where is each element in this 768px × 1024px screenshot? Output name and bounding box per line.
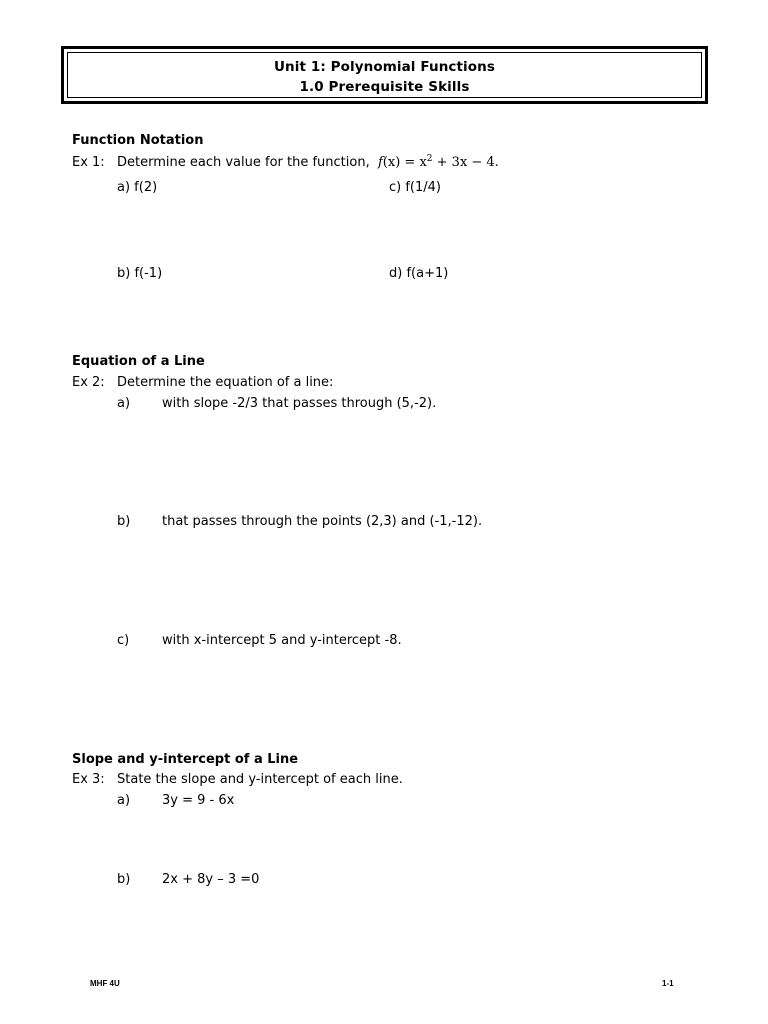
ex2-a-label: a): [117, 396, 131, 411]
heading-equation-of-line: Equation of a Line: [72, 354, 205, 369]
heading-slope-intercept: Slope and y-intercept of a Line: [72, 752, 299, 767]
ex3-text: State the slope and y-intercept of each line.: [117, 772, 403, 787]
ex1-part-c: c) f(1/4): [389, 180, 441, 195]
title-box: [61, 46, 708, 104]
ex2-text: Determine the equation of a line:: [117, 375, 334, 390]
ex1-part-d: d) f(a+1): [389, 266, 449, 281]
heading-function-notation: Function Notation: [72, 133, 204, 148]
ex2-c-label: c): [117, 633, 130, 648]
title-box-inner: [67, 52, 702, 98]
ex1-instruction: Determine each value for the function,: [117, 155, 370, 170]
ex3-a-label: a): [117, 793, 131, 808]
ex1-part-b: b) f(-1): [117, 266, 163, 281]
ex1-formula: $f(x) = x^2 + 3x - 4$: [377, 154, 495, 170]
ex1-label: Ex 1:: [72, 155, 105, 170]
ex1-text: Determine each value for the function, $f(x) = x^2 + 3x - 4$.: [117, 154, 499, 170]
footer-page-number: 1-1: [662, 979, 674, 988]
ex2-label: Ex 2:: [72, 375, 105, 390]
ex3-a-text: 3y = 9 - 6x: [162, 793, 235, 808]
footer-course: MHF 4U: [90, 979, 120, 988]
section-title: 1.0 Prerequisite Skills: [299, 79, 470, 95]
ex2-b-label: b): [117, 514, 131, 529]
unit-title: Unit 1: Polynomial Functions: [273, 59, 496, 75]
ex2-a-text: with slope -2/3 that passes through (5,-2).: [162, 396, 437, 411]
ex3-b-text: 2x + 8y – 3 =0: [162, 872, 260, 887]
ex3-b-label: b): [117, 872, 131, 887]
ex1-part-a: a) f(2): [117, 180, 158, 195]
ex2-c-text: with x-intercept 5 and y-intercept -8.: [162, 633, 402, 648]
ex2-b-text: that passes through the points (2,3) and (-1,-12).: [162, 514, 483, 529]
ex3-label: Ex 3:: [72, 772, 105, 787]
